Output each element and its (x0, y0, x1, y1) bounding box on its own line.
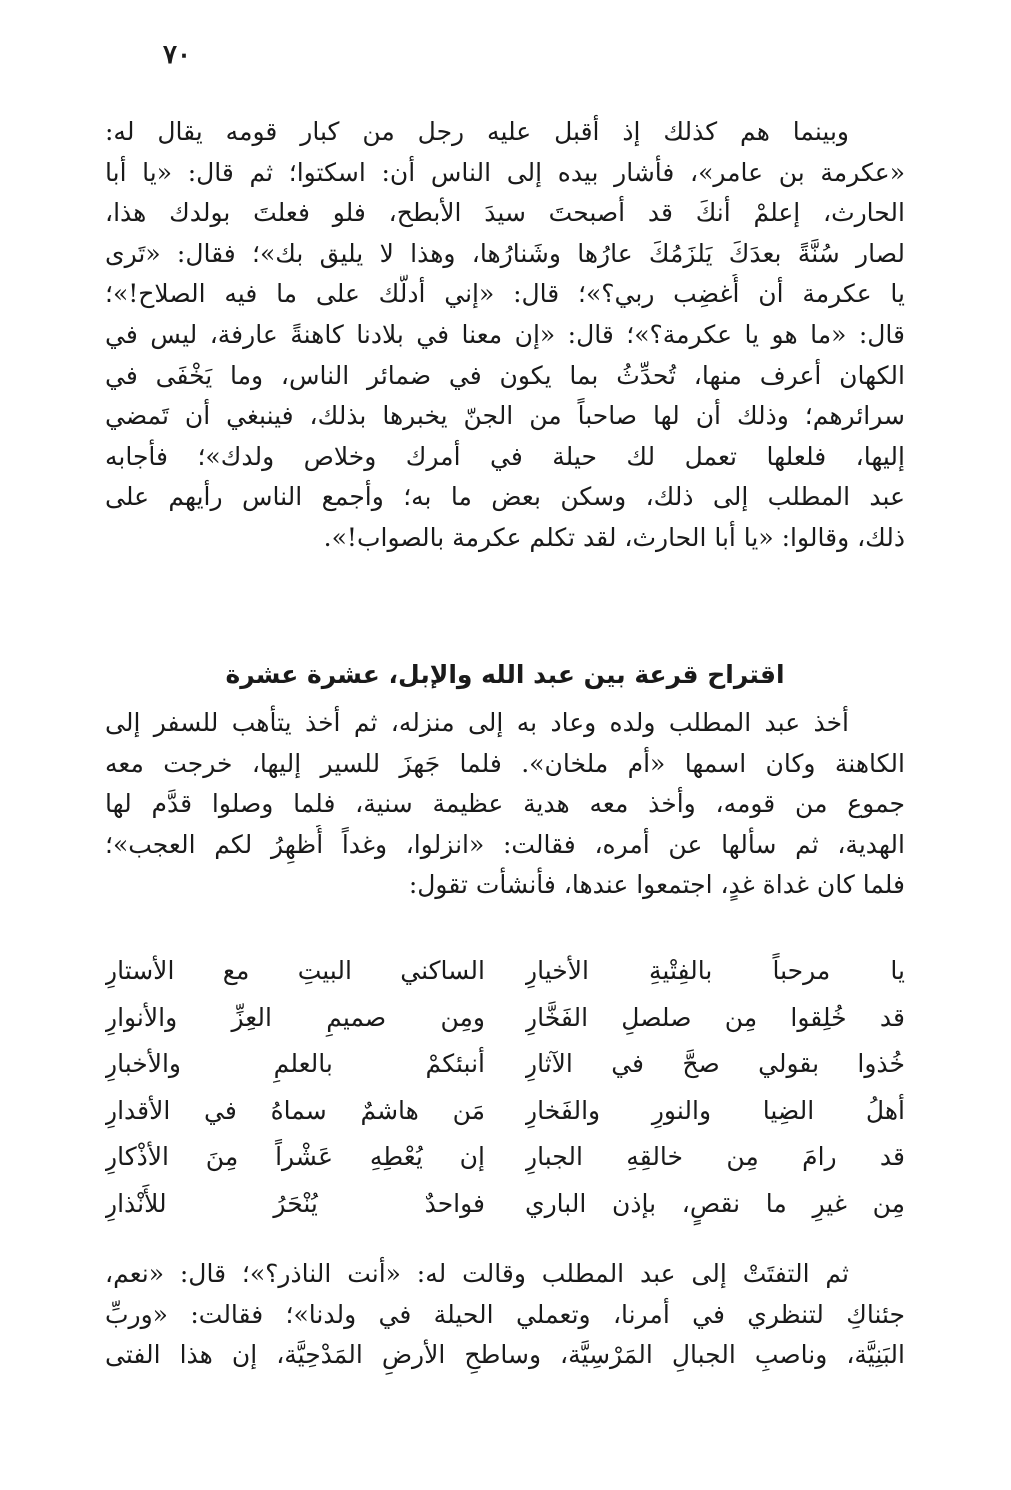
poem-second-hemistich: فواحدٌ يُنْحَرُ للأَنْذارِ (105, 1188, 485, 1218)
section-heading: اقتراح قرعة بين عبد الله والإبل، عشرة عشرة (225, 660, 785, 689)
text-line: الحارث، إعلمْ أنكَ قد أصبحتَ سيدَ الأبطح، فلو فعلتَ بولدك هذا، (105, 198, 905, 228)
page-number: ٧٠ (163, 40, 191, 70)
text-line: الكهان أعرف منها، تُحدِّثُ بما يكون في ضمائر الناس، وما يَخْفَى في (105, 360, 905, 390)
text-line: يا عكرمة أن أُغضِب ربي؟»؛ قال: «إني أدلُّك على ما فيه الصلاح!»؛ (105, 279, 905, 309)
text-line: قال: «ما هو يا عكرمة؟»؛ قال: «إن معنا في بلادنا كاهنةً عارفة، ليس في (105, 319, 905, 349)
poem-second-hemistich: أنبئكمْ بالعلمِ والأخبارِ (105, 1049, 485, 1078)
poem-first-hemistich: يا مرحباً بالفِتْيةِ الأخيارِ (525, 956, 905, 985)
poem-first-hemistich: قد خُلِقوا مِن صلصلِ الفَخَّارِ (525, 1002, 905, 1032)
poem-first-hemistich: خُذوا بقولي صحَّ في الآثارِ (525, 1049, 905, 1078)
text-line: إليها، فلعلها تعمل لك حيلة في أمرك وخلاص ولدك»؛ فأجابه (105, 441, 905, 471)
text-line: لصار سُنَّةً بعدَكَ يَلزَمُكَ عارُها وشَنارُها، وهذا لا يليق بك»؛ فقال: «تَرى (105, 238, 905, 268)
text-line: الكاهنة وكان اسمها «أم ملخان». فلما جَهزَ للسير إليها، خرجت معه (105, 748, 905, 778)
paragraph-1 (105, 112, 905, 559)
text-line: البَنِيَّة، وناصبِ الجبالِ المَرْسِيَّة، وساطحِ الأرضِ المَدْحِيَّة، إن هذا الفتى (105, 1340, 905, 1370)
poem-first-hemistich: مِن غيرِ ما نقصٍ، بإذن الباري (525, 1188, 905, 1218)
poem (105, 948, 905, 1227)
poem-verse (105, 1134, 905, 1181)
poem-second-hemistich: إن يُعْطِهِ عَشْراً مِنَ الأذْكارِ (105, 1142, 485, 1171)
poem-verse (105, 1181, 905, 1228)
poem-first-hemistich: أهلُ الضِيا والنورِ والفَخارِ (525, 1095, 905, 1125)
poem-second-hemistich: الساكني البيتِ مع الأستارِ (105, 956, 485, 985)
text-line: فلما كان غداة غدٍ، اجتمعوا عندها، فأنشأت تقول: (408, 870, 905, 900)
poem-first-hemistich: قد رامَ مِن خالقِهِ الجبارِ (525, 1142, 905, 1171)
text-line: «عكرمة بن عامر»، فأشار بيده إلى الناس أن: اسكتوا؛ ثم قال: «يا أبا (105, 157, 905, 187)
text-line: سرائرهم؛ وذلك أن لها صاحباً من الجنّ يخبرها بذلك، فينبغي أن تَمضي (105, 401, 905, 431)
text-line: جموع من قومه، وأخذ معه هدية عظيمة سنية، فلما وصلوا قدَّم لها (105, 789, 905, 819)
text-line: جئناكِ لتنظري في أمرنا، وتعملي الحيلة في ولدنا»؛ فقالت: «وربِّ (105, 1299, 905, 1329)
text-line: عبد المطلب إلى ذلك، وسكن بعض ما به؛ وأجمع الناس رأيهم على (105, 482, 905, 512)
poem-verse (105, 995, 905, 1042)
poem-second-hemistich: مَن هاشمٌ سماهُ في الأقدارِ (105, 1095, 485, 1125)
poem-verse (105, 1041, 905, 1088)
paragraph-3 (105, 1254, 905, 1376)
text-line: ذلك، وقالوا: «يا أبا الحارث، لقد تكلم عكرمة بالصواب!». (323, 522, 905, 552)
poem-second-hemistich: ومِن صميمِ العِزِّ والأنوارِ (105, 1002, 485, 1032)
text-line: ثم التفتَتْ إلى عبد المطلب وقالت له: «أنت الناذر؟»؛ قال: «نعم، (105, 1259, 849, 1288)
poem-verse (105, 1088, 905, 1135)
text-line: وبينما هم كذلك إذ أقبل عليه رجل من كبار قومه يقال له: (105, 117, 849, 146)
text-line: الهدية، ثم سألها عن أمره، فقالت: «انزلوا، وغداً أُظهِرُ لكم العجب»؛ (105, 829, 905, 859)
poem-verse (105, 948, 905, 995)
text-line: أخذ عبد المطلب ولده وعاد به إلى منزله، ثم أخذ يتأهب للسفر إلى (105, 708, 849, 737)
paragraph-2 (105, 703, 905, 906)
